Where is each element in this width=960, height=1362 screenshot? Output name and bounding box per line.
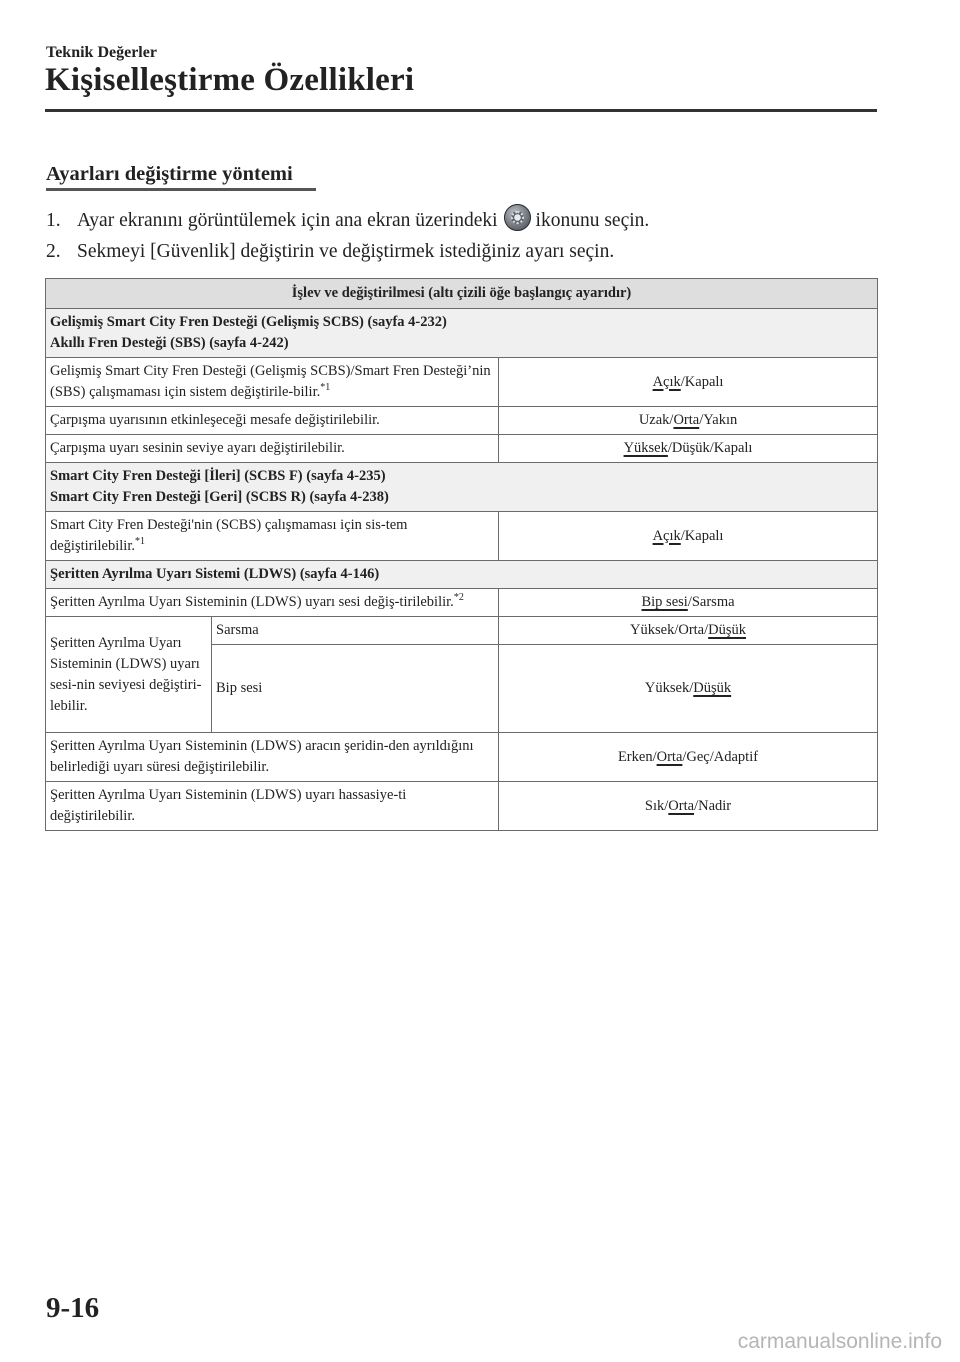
footnote-ref: *1 <box>320 382 331 393</box>
row-description: Şeritten Ayrılma Uyarı Sisteminin (LDWS) uyarı hassasiye-ti değiştirilebilir. <box>46 782 499 831</box>
step-2 <box>46 236 649 267</box>
group-title <box>46 463 878 512</box>
group-title <box>46 309 878 358</box>
table-row <box>46 617 878 645</box>
row-options: Yüksek/Orta/Düşük <box>499 617 878 645</box>
steps-list <box>46 205 649 267</box>
sub-mode: Sarsma <box>212 617 499 645</box>
table-row <box>46 358 878 407</box>
table-row <box>46 733 878 782</box>
row-description: Şeritten Ayrılma Uyarı Sisteminin (LDWS) uyarı sesi-nin seviyesi değiştiri-lebilir. <box>46 617 212 733</box>
row-options: Yüksek/Düşük/Kapalı <box>499 435 878 463</box>
row-options: Açık/Kapalı <box>499 358 878 407</box>
table-row <box>46 407 878 435</box>
sub-mode: Bip sesi <box>212 645 499 733</box>
subheading-underline <box>46 188 316 191</box>
step-text: Sekmeyi [Güvenlik] değiştirin ve değiştirmek istediğiniz ayarı seçin. <box>77 241 615 262</box>
row-options: Uzak/Orta/Yakın <box>499 407 878 435</box>
group-title-line: Smart City Fren Desteği [İleri] (SCBS F) (sayfa 4-235) <box>50 468 386 484</box>
title-divider <box>45 109 877 112</box>
settings-gear-icon <box>504 204 531 231</box>
section-label: Teknik Değerler <box>46 44 157 61</box>
subheading: Ayarları değiştirme yöntemi <box>46 163 293 185</box>
page-title: Kişiselleştirme Özellikleri <box>45 62 415 98</box>
row-description: Çarpışma uyarı sesinin seviye ayarı değiştirilebilir. <box>46 435 499 463</box>
row-options: Açık/Kapalı <box>499 512 878 561</box>
footnote-ref: *1 <box>134 536 145 547</box>
row-options: Yüksek/Düşük <box>499 645 878 733</box>
group-title-line: Şeritten Ayrılma Uyarı Sistemi (LDWS) (sayfa 4-146) <box>50 566 380 582</box>
step-number: 1. <box>46 210 61 231</box>
group-title-line: Gelişmiş Smart City Fren Desteği (Gelişmiş SCBS) (sayfa 4-232) <box>50 314 447 330</box>
table-header: İşlev ve değiştirilmesi (altı çizili öğe başlangıç ayarıdır) <box>46 279 878 309</box>
row-options: Bip sesi/Sarsma <box>499 589 878 617</box>
step-text: Ayar ekranını görüntülemek için ana ekran üzerindeki <box>77 210 498 231</box>
row-options: Erken/Orta/Geç/Adaptif <box>499 733 878 782</box>
watermark: carmanualsonline.info <box>737 1330 942 1353</box>
row-description: Gelişmiş Smart City Fren Desteği (Gelişmiş SCBS)/Smart Fren Desteği’nin (SBS) çalışmaması için sistem değiştirile-bilir.$^{*1}$ <box>46 358 499 407</box>
settings-table <box>45 278 878 831</box>
row-description: Şeritten Ayrılma Uyarı Sisteminin (LDWS) uyarı sesi değiş-tirilebilir.$^{*2}$ <box>46 589 499 617</box>
group-title <box>46 561 878 589</box>
step-1 <box>46 205 649 236</box>
row-description: Çarpışma uyarısının etkinleşeceği mesafe değiştirilebilir. <box>46 407 499 435</box>
step-text: ikonunu seçin. <box>535 210 650 231</box>
row-options: Sık/Orta/Nadir <box>499 782 878 831</box>
group-title-line: Akıllı Fren Desteği (SBS) (sayfa 4-242) <box>50 335 289 351</box>
step-number: 2. <box>46 241 61 262</box>
footnote-ref: *2 <box>453 592 464 603</box>
row-description: Smart City Fren Desteği'nin (SCBS) çalışmaması için sis-tem değiştirilebilir.$^{*1}$ <box>46 512 499 561</box>
table-row <box>46 589 878 617</box>
row-description: Şeritten Ayrılma Uyarı Sisteminin (LDWS) aracın şeridin-den ayrıldığını belirlediği uyarı süresi değiştirilebilir. <box>46 733 499 782</box>
table-row <box>46 782 878 831</box>
table-row <box>46 512 878 561</box>
group-title-line: Smart City Fren Desteği [Geri] (SCBS R) (sayfa 4-238) <box>50 489 389 505</box>
table-row <box>46 435 878 463</box>
page-number: 9-16 <box>46 1292 100 1324</box>
